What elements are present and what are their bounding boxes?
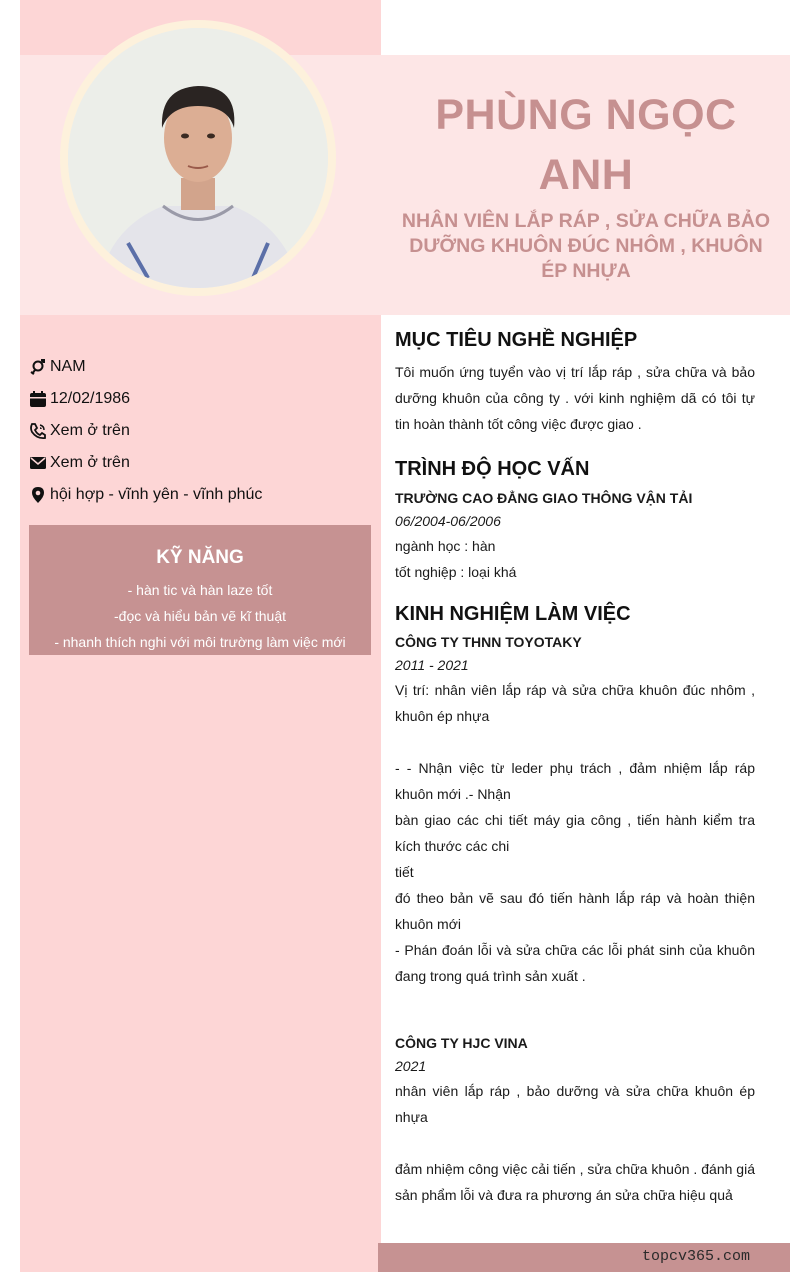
education-grade: tốt nghiệp : loại khá — [395, 564, 517, 580]
skills-box — [29, 525, 371, 655]
candidate-name: PHÙNG NGỌC ANH — [435, 91, 737, 199]
company-name: CÔNG TY THNN TOYOTAKY — [395, 634, 582, 650]
job-line: đó theo bản vẽ sau đó tiến hành lắp ráp và hoàn thiện khuôn mới — [395, 890, 755, 932]
gender-text: NAM — [50, 358, 86, 375]
phone-text[interactable]: Xem ở trên — [50, 422, 130, 439]
skills-title: KỸ NĂNG — [156, 547, 244, 568]
job-line: - Phán đoán lỗi và sửa chữa các lỗi phát sinh của khuôn đang trong quá trình sản xuất . — [395, 942, 755, 984]
birthday-text: 12/02/1986 — [50, 390, 131, 407]
calendar-icon — [29, 390, 47, 408]
job-line: - - Nhận việc từ leder phụ trách , đảm nhiệm lắp ráp khuôn mới .- Nhận — [395, 760, 755, 802]
skill-item: - nhanh thích nghi với môi trường làm việc mới — [54, 634, 346, 650]
job-line — [395, 729, 755, 755]
location-icon — [29, 486, 47, 504]
job-period: 2011 - 2021 — [395, 657, 469, 673]
objective-text: Tôi muốn ứng tuyển vào vị trí lắp ráp , sửa chữa và bảo dưỡng khuôn của công ty . với kinh nghiệm dã có tôi tự tin hoàn thành tốt công việc được giao . — [395, 364, 755, 432]
mail-icon — [29, 454, 47, 472]
company-name: CÔNG TY HJC VINA — [395, 1035, 528, 1051]
skill-item: -đọc và hiểu bản vẽ kĩ thuật — [114, 608, 286, 624]
email-text[interactable]: Xem ở trên — [50, 454, 130, 471]
job-line: nhân viên lắp ráp , bảo dưỡng và sửa chữa khuôn ép nhựa — [395, 1083, 755, 1125]
job-1 — [395, 631, 755, 989]
info-birthday — [29, 386, 369, 412]
job-2 — [395, 1032, 755, 1208]
objective-title: MỤC TIÊU NGHỀ NGHIỆP — [395, 329, 638, 351]
info-address — [29, 482, 369, 508]
gender-icon — [29, 358, 47, 376]
job-line: đảm nhiệm công việc cải tiến , sửa chữa khuôn . đánh giá sản phẩm lỗi và đưa ra phương án sửa chữa hiệu quả — [395, 1161, 755, 1203]
info-email — [29, 450, 369, 476]
job-line — [395, 1130, 755, 1156]
education-title: TRÌNH ĐỘ HỌC VẤN — [395, 458, 590, 480]
main-content — [395, 325, 755, 1208]
skill-item: - hàn tic và hàn laze tốt — [127, 582, 273, 598]
footer-bar — [378, 1243, 790, 1272]
footer-brand[interactable]: topcv365.com — [641, 1248, 750, 1265]
phone-icon — [29, 422, 47, 440]
avatar — [68, 28, 328, 288]
education-period: 06/2004-06/2006 — [395, 513, 501, 529]
job-period: 2021 — [395, 1058, 427, 1074]
job-line: Vị trí: nhân viên lắp ráp và sửa chữa khuôn đúc nhôm , khuôn ép nhựa — [395, 682, 755, 724]
education-major: ngành học : hàn — [395, 538, 496, 554]
school-name: TRƯỜNG CAO ĐẲNG GIAO THÔNG VẬN TẢI — [395, 490, 693, 506]
job-line: tiết — [395, 864, 414, 880]
info-gender — [29, 354, 369, 380]
info-phone — [29, 418, 369, 444]
job-title: NHÂN VIÊN LẮP RÁP , SỬA CHỮA BẢO DƯỠNG KHUÔN ĐÚC NHÔM , KHUÔN ÉP NHỰA — [401, 210, 771, 282]
job-line: bàn giao các chi tiết máy gia công , tiến hành kiểm tra kích thước các chi — [395, 812, 755, 854]
address-text: hội hợp - vĩnh yên - vĩnh phúc — [50, 486, 263, 503]
experience-title: KINH NGHIỆM LÀM VIỆC — [395, 603, 631, 625]
